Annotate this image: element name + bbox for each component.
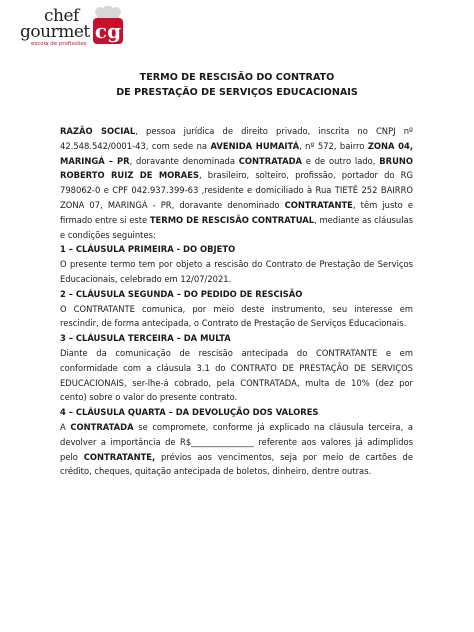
agreed-text: , têm justo e firmado entre si este (60, 199, 413, 225)
person-desc: , brasileiro, solteiro, profissão, portador do RG 798062-0 e CPF 042.937.399-63 ,residente e domiciliado à Rua TIETÊ 252 BAIRRO ZONA 07, MARINGÁ - PR, doravante denominado (60, 170, 413, 210)
document-title-line2: DE PRESTAÇÃO DE SERVIÇOS EDUCACIONAIS (116, 87, 358, 98)
clause1-text: O presente termo tem por objeto a rescisão do Contrato de Prestação de Serviços Educacionais, celebrado em 12/07/2021. (60, 259, 413, 284)
clause4-part3: prévios aos vencimentos, seja por meio de cartões de crédito, cheques, quitação antecipada de boletos, dinheiro, dentre outras. (60, 451, 413, 477)
clause4-heading: 4 – CLÁUSULA QUARTA – DA DEVOLUÇÃO DOS VALORES (60, 407, 319, 418)
intro-paragraph (60, 124, 413, 242)
clause3-heading: 3 – CLÁUSULA TERCEIRA – DA MULTA (60, 333, 231, 344)
clause4-contratada: CONTRATADA (70, 421, 134, 432)
clause4-part2: se compromete, conforme já explicado na cláusula terceira, a devolver a importância de R$_______________ referente aos valores já adimplidos pelo (60, 421, 413, 462)
street-name: AVENIDA HUMAITÁ (210, 140, 300, 151)
company-label: RAZÃO SOCIAL (60, 126, 136, 136)
logo-badge-text: cg (94, 19, 122, 43)
address-number: , nº 572, bairro (299, 140, 368, 151)
clause4-text (60, 420, 413, 479)
other-side-text: e de outro lado, (302, 155, 380, 166)
clause4-part1: A (60, 421, 71, 432)
clause1-heading: 1 – CLÁUSULA PRIMEIRA - DO OBJETO (60, 244, 236, 255)
denominated-text: , doravante denominada (129, 155, 239, 166)
chef-gourmet-logo (14, 4, 124, 52)
chef-hat-logo-icon (90, 6, 126, 46)
clause2-text: O CONTRATANTE comunica, por meio deste instrumento, seu interesse em rescindir, de forma antecipada, o Contrato de Prestação de Serviços Educacionais. (60, 303, 413, 329)
ending-text: , mediante as cláusulas e condições seguintes: (60, 214, 414, 240)
logo-tagline: escola de profissões (31, 41, 87, 47)
clause2-heading: 2 – CLÁUSULA SEGUNDA – DO PEDIDO DE RESCISÃO (60, 288, 303, 299)
clause4-contratante: CONTRATANTE, (83, 451, 156, 462)
person-name: BRUNO ROBERTO RUIZ DE MORAES (60, 155, 413, 181)
clause3-text: Diante da comunicação de rescisão antecipada do CONTRATANTE e em conformidade com a cláusula 3.1 do CONTRATO DE PRESTAÇÃO DE SERVIÇOS EDUCACIONAIS, ser-lhe-á cobrado, pela CONTRATADA, multa de 10% (dez por cento) sobre o valor do presente contrato. (60, 347, 413, 403)
term-label: TERMO DE RESCISÃO CONTRATUAL (149, 214, 315, 225)
company-desc: , pessoa jurídica de direito privado, inscrita no CNPJ nº 42.548.542/0001-43, com sede na (60, 126, 413, 151)
contratada-label: CONTRATADA (238, 155, 303, 166)
contratante-label: CONTRATANTE (284, 199, 353, 210)
document-title-line1: TERMO DE RESCISÃO DO CONTRATO (139, 72, 335, 83)
zone-city: ZONA 04, MARINGÁ – PR (60, 140, 414, 166)
document-body (60, 124, 413, 479)
logo-gourmet-text: gourmet (20, 22, 90, 42)
logo-chef-text: chef (44, 6, 79, 26)
